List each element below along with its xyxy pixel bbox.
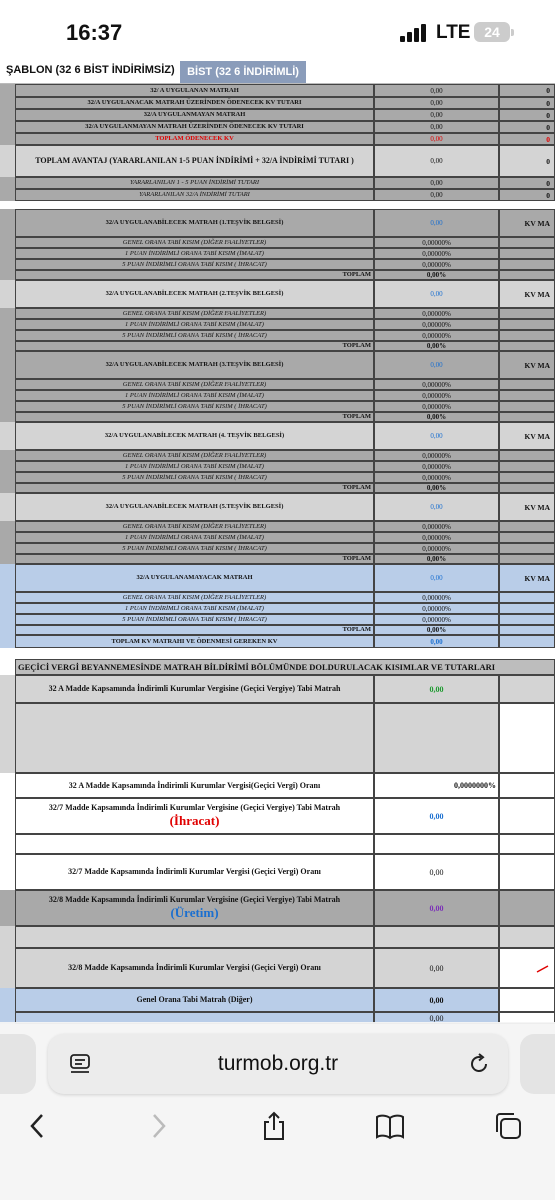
- total-label: TOPLAM: [15, 270, 374, 280]
- row-value-2[interactable]: [499, 412, 555, 422]
- block-header: [0, 422, 555, 450]
- section-header: GEÇİCİ VERGİ BEYANNEMESİNDE MATRAH BİLDİRİMİ BÖLÜMÜNDE DOLDURULACAK KISIMLAR VE TUTARLARI: [15, 659, 555, 675]
- row-label: 32/A UYGULANACAK MATRAH ÜZERİNDEN ÖDENECEK KV TUTARI: [15, 97, 374, 109]
- row-value[interactable]: 0,00000%: [374, 543, 499, 554]
- row-label: 5 PUAN İNDİRİMLİ ORANA TABİ KISIM ( İHRACAT): [15, 543, 374, 554]
- total-advantage-label: TOPLAM AVANTAJ (YARARLANILAN 1-5 PUAN İNDİRİMİ + 32/A İNDİRİMİ TUTARI ): [15, 145, 374, 177]
- table-row: [0, 675, 555, 703]
- browser-address-area: [0, 1022, 555, 1112]
- table-row: [0, 472, 555, 483]
- row-value[interactable]: 0,00000%: [374, 592, 499, 603]
- network-type: LTE: [436, 22, 471, 43]
- block-value[interactable]: 0,00: [374, 493, 499, 521]
- table-row: [0, 121, 555, 133]
- row-label-sub: (İhracat): [169, 813, 220, 829]
- row-label: GENEL ORANA TABİ KISIM (DİĞER FAALİYETLER): [15, 450, 374, 461]
- row-value-2[interactable]: [499, 259, 555, 270]
- block-header: [0, 280, 555, 308]
- row-value[interactable]: 0,0000000%: [374, 773, 499, 798]
- table-row: [0, 543, 555, 554]
- share-icon[interactable]: [258, 1110, 290, 1142]
- table-row: [0, 133, 555, 145]
- row-value-2[interactable]: 0: [499, 84, 555, 97]
- row-value[interactable]: 0,00000%: [374, 450, 499, 461]
- table-row: [0, 603, 555, 614]
- row-label: 5 PUAN İNDİRİMLİ ORANA TABİ KISIM ( İHRACAT): [15, 401, 374, 412]
- total-row: [0, 412, 555, 422]
- row-label: 32/A UYGULANMAYAN MATRAH ÜZERİNDEN ÖDENECEK KV TUTARI: [15, 121, 374, 133]
- block-title: 32/A UYGULANABİLECEK MATRAH (2.TEŞVİK BELGESİ): [15, 280, 374, 308]
- total-value[interactable]: 0,00%: [374, 483, 499, 493]
- kv-header: KV MA: [499, 280, 555, 308]
- table-row: [0, 379, 555, 390]
- row-value-2[interactable]: [499, 543, 555, 554]
- row-label: 1 PUAN İNDİRİMLİ ORANA TABİ KISIM (İMALAT): [15, 532, 374, 543]
- browser-toolbar: [0, 1100, 555, 1200]
- row-label: 5 PUAN İNDİRİMLİ ORANA TABİ KISIM ( İHRACAT): [15, 330, 374, 341]
- total-row: [0, 270, 555, 280]
- table-row: [0, 109, 555, 121]
- row-value-2[interactable]: [499, 379, 555, 390]
- spacer-row: [0, 703, 555, 773]
- row-value[interactable]: 0,00: [374, 121, 499, 133]
- table-row: [0, 97, 555, 109]
- block-header: [0, 351, 555, 379]
- row-value-2[interactable]: 0: [499, 97, 555, 109]
- block-header: [0, 564, 555, 592]
- row-label-text: 32/7 Madde Kapsamında İndirimli Kurumlar Vergisine (Geçici Vergiye) Tabi Matrah: [48, 802, 341, 812]
- row-label: 1 PUAN İNDİRİMLİ ORANA TABİ KISIM (İMALAT): [15, 390, 374, 401]
- row-label: GENEL ORANA TABİ KISIM (DİĞER FAALİYETLER): [15, 521, 374, 532]
- row-label: 32/8 Madde Kapsamında İndirimli Kurumlar Vergisi (Geçici Vergi) Oranı: [15, 948, 374, 988]
- total-value[interactable]: 0,00%: [374, 625, 499, 635]
- table-row: [0, 592, 555, 603]
- tab-sablon[interactable]: ŞABLON (32 6 BİST İNDİRİMSİZ): [6, 64, 175, 76]
- row-value-2[interactable]: [499, 461, 555, 472]
- tab-bist[interactable]: BİST (32 6 İNDİRİMLİ): [180, 61, 306, 83]
- block-header: [0, 209, 555, 237]
- table-row: [0, 330, 555, 341]
- table-row: [0, 248, 555, 259]
- row-value[interactable]: 0,00: [374, 189, 499, 201]
- forward-icon[interactable]: [142, 1110, 174, 1142]
- row-label-sub: (Üretim): [170, 905, 219, 921]
- row-label: 32 A Madde Kapsamında İndirimli Kurumlar Vergisine (Geçici Vergiye) Tabi Matrah: [15, 675, 374, 703]
- row-value-2[interactable]: 0: [499, 121, 555, 133]
- row-value-2[interactable]: [499, 270, 555, 280]
- row-value[interactable]: 0,00: [374, 84, 499, 97]
- total-label: TOPLAM: [15, 554, 374, 564]
- total-row: [0, 554, 555, 564]
- table-row: [0, 145, 555, 177]
- kv-header: KV MA: [499, 351, 555, 379]
- empty-cell[interactable]: [15, 926, 374, 948]
- table-row: [0, 401, 555, 412]
- row-label: 1 PUAN İNDİRİMLİ ORANA TABİ KISIM (İMALAT): [15, 603, 374, 614]
- table-row: [0, 948, 555, 988]
- row-value-2[interactable]: [499, 988, 555, 1012]
- total-label: TOPLAM: [15, 625, 374, 635]
- total-value[interactable]: 0,00%: [374, 270, 499, 280]
- row-value-2[interactable]: 0: [499, 189, 555, 201]
- row-value[interactable]: 0,00: [374, 854, 499, 890]
- sheet-tabs: [0, 60, 555, 84]
- block-title: 32/A UYGULANABİLECEK MATRAH (4. TEŞVİK BELGESİ): [15, 422, 374, 450]
- row-value-2[interactable]: [499, 603, 555, 614]
- reload-icon[interactable]: [466, 1051, 492, 1077]
- row-label: [15, 798, 374, 834]
- row-value-2[interactable]: [499, 773, 555, 798]
- row-label: [15, 890, 374, 926]
- kv-header: KV MA: [499, 209, 555, 237]
- row-value[interactable]: 0,00000%: [374, 472, 499, 483]
- table-row: [0, 308, 555, 319]
- row-value-2[interactable]: [499, 390, 555, 401]
- row-value-2[interactable]: [499, 554, 555, 564]
- row-value-2[interactable]: [499, 341, 555, 351]
- previous-tab-peek[interactable]: [0, 1034, 36, 1094]
- row-value[interactable]: 0,00000%: [374, 259, 499, 270]
- row-label: 32/ A UYGULANAN MATRAH: [15, 84, 374, 97]
- kv-header: KV MA: [499, 493, 555, 521]
- table-row: [0, 390, 555, 401]
- row-value-2[interactable]: [499, 614, 555, 625]
- table-row: [0, 259, 555, 270]
- row-label: Genel Orana Tabi Matrah (Diğer): [15, 988, 374, 1012]
- row-value-2[interactable]: [499, 675, 555, 703]
- row-label: GENEL ORANA TABİ KISIM (DİĞER FAALİYETLER): [15, 308, 374, 319]
- row-value-2[interactable]: [499, 472, 555, 483]
- empty-cell[interactable]: [499, 703, 555, 773]
- row-label: 32/7 Madde Kapsamında İndirimli Kurumlar Vergisi (Geçici Vergi) Oranı: [15, 854, 374, 890]
- row-value-2[interactable]: [499, 319, 555, 330]
- row-value-2[interactable]: [499, 532, 555, 543]
- row-value-2[interactable]: [499, 330, 555, 341]
- row-label: GENEL ORANA TABİ KISIM (DİĞER FAALİYETLER): [15, 592, 374, 603]
- battery-icon: 24: [474, 22, 510, 42]
- tabs-icon[interactable]: [492, 1110, 524, 1142]
- total-label: TOPLAM: [15, 412, 374, 422]
- total-value[interactable]: 0,00%: [374, 341, 499, 351]
- row-value[interactable]: 0,00: [374, 948, 499, 988]
- empty-cell[interactable]: [15, 834, 374, 854]
- row-value-2[interactable]: [499, 450, 555, 461]
- status-time: 16:37: [66, 20, 123, 45]
- row-value[interactable]: 0,00000%: [374, 461, 499, 472]
- row-value-2[interactable]: [499, 483, 555, 493]
- total-label: TOPLAM: [15, 341, 374, 351]
- table-row: [0, 614, 555, 625]
- status-bar: [0, 0, 555, 60]
- total-row: [0, 483, 555, 493]
- row-label: YARARLANILAN 32/A İNDİRİMİ TUTARI: [15, 189, 374, 201]
- block-title: 32/A UYGULANABİLECEK MATRAH (5.TEŞVİK BELGESİ): [15, 493, 374, 521]
- row-value-2[interactable]: [499, 521, 555, 532]
- table-row: [0, 237, 555, 248]
- row-value[interactable]: 0,00000%: [374, 390, 499, 401]
- back-icon[interactable]: [22, 1110, 54, 1142]
- row-value-2[interactable]: [499, 401, 555, 412]
- row-value[interactable]: 0,00: [374, 890, 499, 926]
- row-value[interactable]: 0,00000%: [374, 379, 499, 390]
- row-label: 5 PUAN İNDİRİMLİ ORANA TABİ KISIM ( İHRACAT): [15, 614, 374, 625]
- row-value[interactable]: 0,00000%: [374, 237, 499, 248]
- block-title: 32/A UYGULANABİLECEK MATRAH (1.TEŞVİK BELGESİ): [15, 209, 374, 237]
- row-value[interactable]: 0,00: [374, 109, 499, 121]
- url-text[interactable]: turmob.org.tr: [217, 1052, 339, 1075]
- row-value[interactable]: 0,00000%: [374, 521, 499, 532]
- row-value-2[interactable]: [499, 635, 555, 648]
- total-row: [0, 341, 555, 351]
- row-value-2[interactable]: 0: [499, 177, 555, 189]
- empty-cell[interactable]: [374, 703, 499, 773]
- row-value[interactable]: 0,00000%: [374, 248, 499, 259]
- row-label: 5 PUAN İNDİRİMLİ ORANA TABİ KISIM ( İHRACAT): [15, 472, 374, 483]
- table-row: [0, 177, 555, 189]
- empty-cell[interactable]: [499, 926, 555, 948]
- row-label: GENEL ORANA TABİ KISIM (DİĞER FAALİYETLER): [15, 237, 374, 248]
- row-value-2[interactable]: [499, 592, 555, 603]
- red-arrow-icon: [536, 963, 550, 973]
- row-label: 5 PUAN İNDİRİMLİ ORANA TABİ KISIM ( İHRACAT): [15, 259, 374, 270]
- row-value[interactable]: 0,00000%: [374, 330, 499, 341]
- table-row: [0, 890, 555, 926]
- empty-cell[interactable]: [374, 834, 499, 854]
- row-value-2[interactable]: 0: [499, 133, 555, 145]
- spacer-row: [0, 834, 555, 854]
- total-label: TOPLAM: [15, 483, 374, 493]
- row-value[interactable]: 0,00: [374, 675, 499, 703]
- total-payable-value[interactable]: 0,00: [374, 133, 499, 145]
- block-value[interactable]: 0,00: [374, 351, 499, 379]
- row-value[interactable]: 0,00000%: [374, 603, 499, 614]
- total-payable-label: TOPLAM ÖDENECEK KV: [15, 133, 374, 145]
- table-row: [0, 450, 555, 461]
- total-advantage-value[interactable]: 0,00: [374, 145, 499, 177]
- block-title: 32/A UYGULANAMAYACAK MATRAH: [15, 564, 374, 592]
- table-row: [0, 532, 555, 543]
- signal-icon: [400, 24, 430, 42]
- block-title: 32/A UYGULANABİLECEK MATRAH (3.TEŞVİK BELGESİ): [15, 351, 374, 379]
- total-value[interactable]: 0,00%: [374, 412, 499, 422]
- row-label: 1 PUAN İNDİRİMLİ ORANA TABİ KISIM (İMALAT): [15, 319, 374, 330]
- row-value[interactable]: 0,00: [374, 177, 499, 189]
- row-value[interactable]: 0,00000%: [374, 308, 499, 319]
- row-value[interactable]: 0,00000%: [374, 532, 499, 543]
- row-value[interactable]: 0,00: [374, 988, 499, 1012]
- spacer-row: [0, 926, 555, 948]
- table-row: [0, 189, 555, 201]
- row-value[interactable]: 0,00: [374, 798, 499, 834]
- table-row: [0, 773, 555, 798]
- row-value-2[interactable]: [499, 625, 555, 635]
- total-value[interactable]: 0,00%: [374, 554, 499, 564]
- next-tab-peek[interactable]: [520, 1034, 555, 1094]
- kv-header: KV MA: [499, 564, 555, 592]
- row-label: GENEL ORANA TABİ KISIM (DİĞER FAALİYETLER): [15, 379, 374, 390]
- row-value-2[interactable]: [499, 798, 555, 834]
- table-row: [0, 84, 555, 97]
- row-value[interactable]: 0,00000%: [374, 401, 499, 412]
- empty-cell[interactable]: [499, 834, 555, 854]
- row-value-2[interactable]: 0: [499, 145, 555, 177]
- row-label: 32/A UYGULANMAYAN MATRAH: [15, 109, 374, 121]
- row-value-2[interactable]: [499, 237, 555, 248]
- row-label: 1 PUAN İNDİRİMLİ ORANA TABİ KISIM (İMALAT): [15, 248, 374, 259]
- table-row: [0, 319, 555, 330]
- total-row: [0, 625, 555, 635]
- row-value-2[interactable]: [499, 308, 555, 319]
- row-value-2[interactable]: [499, 890, 555, 926]
- block-value[interactable]: 0,00: [374, 209, 499, 237]
- block-value[interactable]: 0,00: [374, 422, 499, 450]
- grand-total-value[interactable]: 0,00: [374, 635, 499, 648]
- row-value[interactable]: 0,00000%: [374, 614, 499, 625]
- empty-cell[interactable]: [374, 926, 499, 948]
- row-value-2[interactable]: [499, 854, 555, 890]
- block-header: [0, 493, 555, 521]
- row-label-text: 32/8 Madde Kapsamında İndirimli Kurumlar Vergisine (Geçici Vergiye) Tabi Matrah: [48, 894, 341, 904]
- kv-header: KV MA: [499, 422, 555, 450]
- grand-total-label: TOPLAM KV MATRAHI VE ÖDENMESİ GEREKEN KV: [15, 635, 374, 648]
- table-row: [0, 854, 555, 890]
- block-value[interactable]: 0,00: [374, 280, 499, 308]
- table-row: [0, 521, 555, 532]
- row-value[interactable]: 0,00000%: [374, 319, 499, 330]
- table-row: [0, 461, 555, 472]
- row-value-2[interactable]: 0: [499, 109, 555, 121]
- bookmarks-icon[interactable]: [374, 1110, 406, 1142]
- row-value[interactable]: 0,00: [374, 1012, 499, 1024]
- row-value[interactable]: 0,00: [374, 97, 499, 109]
- row-label: 1 PUAN İNDİRİMLİ ORANA TABİ KISIM (İMALAT): [15, 461, 374, 472]
- address-bar[interactable]: [48, 1034, 508, 1094]
- row-label: YARARLANILAN 1 - 5 PUAN İNDİRİMİ TUTARI: [15, 177, 374, 189]
- row-label: 32 A Madde Kapsamında İndirimli Kurumlar Vergisi(Geçici Vergi) Oranı: [15, 773, 374, 798]
- block-value[interactable]: 0,00: [374, 564, 499, 592]
- row-value-2[interactable]: [499, 248, 555, 259]
- table-row: [0, 798, 555, 834]
- empty-cell[interactable]: [15, 703, 374, 773]
- spreadsheet[interactable]: [0, 84, 555, 1024]
- table-row: [0, 988, 555, 1012]
- table-row: [0, 635, 555, 648]
- row-value-2[interactable]: [499, 948, 555, 988]
